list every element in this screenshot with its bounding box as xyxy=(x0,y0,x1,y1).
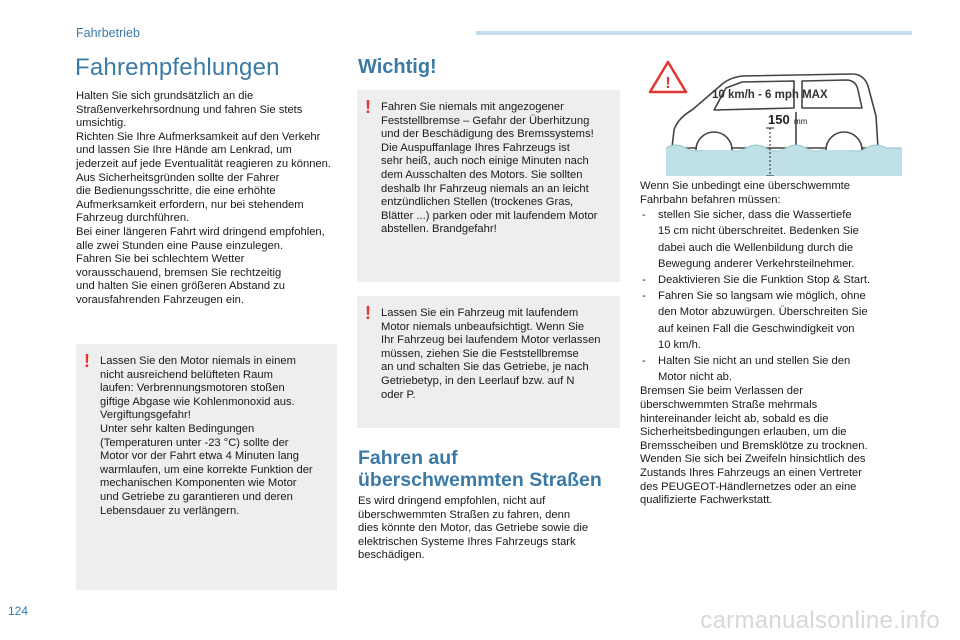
unattended-engine-warning-text: Lassen Sie ein Fahrzeug mit laufendem Motor niemals unbeaufsichtigt. Wenn Sie Ihr Fahrzeug bei laufendem Motor verlassen müssen, ziehen Sie die Feststellbremse an und schalten Sie das Getriebe, je nach Getriebetyp, in den Leerlauf bzw. auf N oder P. xyxy=(381,307,601,401)
driving-recommendations-text: Halten Sie sich grundsätzlich an die Straßenverkehrsordnung und fahren Sie stets umsichtig. Richten Sie Ihre Aufmerksamkeit auf den Verkehr und lassen Sie Ihre Hände am Lenkrad, um jederzeit auf jede Eventualität reagieren zu können. Aus Sicherheitsgründen sollte der Fahrer die Bedienungsschritte, die eine erhöhte Aufmerksamkeit erfordern, nur bei stehendem Fahrzeug durchführen. Bei einer längeren Fahrt wird dringend empfohlen, alle zwei Stunden eine Pause einzulegen. Fahren Sie bei schlechtem Wetter vorausschauend, bremsen Sie rechtzeitig und halten Sie einen größeren Abstand zu vorausfahrenden Fahrzeugen ein. xyxy=(76,90,331,306)
list-item-text: Deaktivieren Sie die Funktion Stop & Start. xyxy=(658,274,871,286)
list-dash: - xyxy=(642,274,646,286)
list-item xyxy=(640,272,902,288)
parking-brake-warning-text: Fahren Sie niemals mit angezogener Feststellbremse – Gefahr der Überhitzung und der Beschädigung des Bremssystems! Die Auspuffanlage Ihres Fahrzeugs ist sehr heiß, auch noch einige Minuten nach dem Ausschalten des Motors. Sie sollten deshalb Ihr Fahrzeug niemals an an leicht entzündlichen Stellen (trockenes Gras, Blätter ...) parken oder mit laufendem Motor abstellen. Brandgefahr! xyxy=(381,101,598,236)
important-heading: Wichtig! xyxy=(358,56,437,78)
list-item xyxy=(640,288,902,353)
flooded-roads-heading: Fahren auf überschwemmten Straßen xyxy=(358,447,602,491)
page-title: Fahrempfehlungen xyxy=(75,54,280,81)
exhaust-warning-text: Lassen Sie den Motor niemals in einem nicht ausreichend belüfteten Raum laufen: Verbrennungsmotoren stoßen giftige Abgase wie Kohlenmonoxid aus. Vergiftungsgefahr! Unter sehr kalten Bedingungen (Temperaturen unter -23 °C) sollte der Motor vor der Fahrt etwa 4 Minuten lang warmlaufen, um eine korrekte Funktion der mechanischen Komponenten wie Motor und Getriebe zu garantieren und deren Lebensdauer zu verlängern. xyxy=(100,355,313,517)
warning-triangle-icon xyxy=(650,62,686,92)
list-item-text: Fahren Sie so langsam wie möglich, ohne den Motor abzuwürgen. Überschreiten Sie auf keinen Fall die Geschwindigkeit von 10 km/h. xyxy=(658,290,868,351)
exhaust-warning-box xyxy=(76,344,337,590)
list-dash: - xyxy=(642,355,646,368)
speed-limit-label: 10 km/h - 6 mph MAX xyxy=(712,89,828,101)
list-item-text: stellen Sie sicher, dass die Wassertiefe 15 cm nicht überschreitet. Bedenken Sie dabei auch die Wellenbildung durch die Bewegung anderer Verkehrsteilnehmer. xyxy=(658,209,859,270)
flood-instructions-outro: Bremsen Sie beim Verlassen der überschwemmten Straße mehrmals hintereinander leicht ab, sobald es die Sicherheitsbedingungen erlauben, um die Bremsscheiben und Bremsklötze zu trocknen. Wenden Sie sich bei Zweifeln hinsichtlich des Zustands Ihres Fahrzeugs an einen Vertreter des PEUGEOT-Händlernetzes oder an eine qualifizierte Fachwerkstatt. xyxy=(640,385,868,507)
parking-brake-warning-box xyxy=(357,90,620,282)
depth-unit: mm xyxy=(794,117,808,126)
depth-value: 150 xyxy=(768,112,790,127)
page-number: 124 xyxy=(8,604,29,618)
header-rule xyxy=(476,31,912,35)
flood-instructions xyxy=(640,180,902,508)
unattended-engine-warning-box xyxy=(357,296,620,428)
triangle-exclamation: ! xyxy=(665,75,671,92)
warning-exclamation-icon: ! xyxy=(365,303,371,323)
list-item-text: Halten Sie nicht an und stellen Sie den Motor nicht ab. xyxy=(658,355,851,384)
flood-instructions-intro: Wenn Sie unbedingt eine überschwemmte Fahrbahn befahren müssen: xyxy=(640,180,850,206)
section-label: Fahrbetrieb xyxy=(76,26,140,40)
flood-instructions-list xyxy=(640,207,902,385)
flooded-roads-intro: Es wird dringend empfohlen, nicht auf überschwemmten Straßen zu fahren, denn dies könnte den Motor, das Getriebe sowie die elektrischen Systeme Ihres Fahrzeugs stark beschädigen. xyxy=(358,495,589,562)
flood-illustration xyxy=(638,56,902,176)
warning-exclamation-icon: ! xyxy=(84,351,90,371)
list-item xyxy=(640,207,902,272)
list-dash: - xyxy=(642,209,646,222)
list-dash: - xyxy=(642,290,646,303)
list-item xyxy=(640,353,902,385)
watermark: carmanualsonline.info xyxy=(700,607,940,634)
warning-exclamation-icon: ! xyxy=(365,97,371,117)
